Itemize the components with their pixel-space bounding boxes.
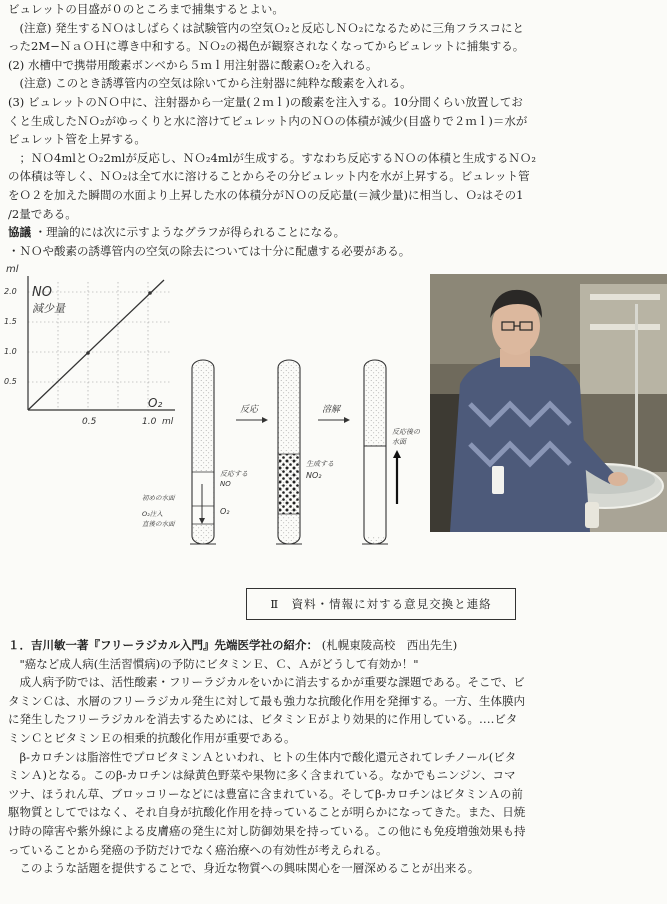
book-introduction-text (8, 636, 658, 878)
note-line: ・ＮＯや酸素の誘導管内の空気の除去については十分に配慮する必要がある。 (8, 243, 411, 258)
kyogi-label: 協議 (8, 225, 31, 240)
figure-area (0, 262, 667, 572)
data-point (148, 291, 152, 295)
item-title-line (8, 636, 658, 655)
t1-label-f: 直後の水面 (142, 520, 175, 528)
x-axis-label: O₂ (148, 396, 163, 410)
text-line: (3) ビュレットのＮＯ中に、注射器から一定量(２ｍｌ)の酸素を注入する。10分間くらい放置してお (8, 94, 523, 109)
section-heading (246, 588, 516, 620)
x-tick-label: 0.5 (82, 417, 97, 427)
item-title: １．吉川敏一著『フリーラジカル入門』先端医学社の紹介： (8, 638, 319, 652)
text-line: (注意) 発生するＮＯはしばらくは試験管内の空気Ｏ₂と反応しＮＯ₂になるために三角フラスコにと (8, 20, 524, 35)
burette-tube-after (362, 360, 401, 544)
text-line: β-カロチンは脂溶性でプロビタミンＡといわれ、ヒトの生体内で酸化還元されてレチノール(ビタ (8, 749, 517, 764)
y-tick-label: 0.5 (4, 377, 17, 386)
y-unit: ml (6, 264, 19, 275)
text-line: 成人病予防では、活性酸素・フリーラジカルをいかに消去するかが重要な課題である。そこで、ビ (8, 675, 525, 690)
t2-label-a: 生成する (306, 460, 334, 468)
t3-label-b: 水面 (392, 438, 406, 446)
text-line: をＯ２を加えた瞬間の水面より上昇した水の体積分がＮＯの反応量(＝減少量)に相当し、Ｏ₂はその1 (8, 187, 524, 202)
arrow-label-dissolve: 溶解 (322, 405, 341, 415)
t1-label-e: O₂注入 (142, 510, 163, 518)
t1-label-c: O₂ (220, 507, 230, 516)
t1-label-a: 反応する (220, 470, 248, 478)
text-line: っていることから発癌の予防だけでなく癌治療への有効性が考えられる。 (8, 842, 388, 857)
arrow-label-react: 反応 (240, 405, 259, 415)
item-speaker: (札幌東陵高校 西出先生) (321, 638, 458, 652)
data-point (86, 351, 90, 355)
section-heading-text: Ⅱ 資料・情報に対する意見交換と連絡 (270, 597, 492, 611)
hand (608, 472, 628, 486)
text-line: に発生したフリーラジカルを消去するためには、ビタミンＥがより効果的に作用している。‥‥ビタ (8, 712, 518, 727)
t1-label-d: 初めの水面 (142, 494, 175, 502)
burette-tube-reacted (276, 360, 302, 544)
burette-tube-before (190, 360, 216, 544)
text-line: (2) 水槽中で携帯用酸素ボンベから５ｍｌ用注射器に酸素Ｏ₂を入れる。 (8, 57, 378, 72)
y-tick-label: 1.5 (4, 317, 17, 326)
text-line: (注意) このとき誘導管内の空気は除いてから注射器に純粋な酸素を入れる。 (8, 76, 412, 91)
reagent-bottle (585, 502, 599, 528)
text-line: ビュレットの目盛が０のところまで捕集するとよい。 (8, 2, 284, 16)
kyogi-line (8, 223, 658, 242)
t1-label-b: NO (220, 480, 231, 488)
text-line: /2量である。 (8, 206, 77, 221)
series-label-decrease: 減少量 (32, 302, 65, 315)
text-line: 駆物質としてではなく、それ自身が抗酸化作用を持っていることが明らかになってきた。また、日焼 (8, 805, 526, 820)
text-line: "癌など成人病(生活習慣病)の予防にビタミンＥ、Ｃ、Ａがどうして有効か！" (8, 656, 419, 671)
text-line: くと生成したＮＯ₂がゆっくりと水に溶けてビュレット内のＮＯの体積が減少(目盛りで２ｍｌ)＝水が (8, 113, 528, 128)
text-line: の体積は等しく、ＮＯ₂は全て水に溶けることからその分ビュレット内を水が上昇する。ビュレット管 (8, 169, 530, 184)
text-line: このような話題を提供することで、身近な物質への興味関心を一層深めることが出来る。 (8, 861, 480, 876)
experiment-photo (430, 274, 667, 532)
text-line: け時の障害や紫外線による皮膚癌の発生に対し防御効果を持っている。この他にも免疫増強効果も持 (8, 823, 526, 838)
series-label-no: NO (32, 285, 52, 300)
text-line: ミンＣとビタミンＥの相乗的抗酸化作用が重要である。 (8, 730, 296, 745)
bottle (492, 466, 504, 494)
experiment-procedure-text (8, 0, 658, 260)
text-line: ミンＡ)となる。このβ-カロチンは緑黄色野菜や果物に多く含まれている。なかでもニンジン、コマ (8, 768, 516, 783)
no-decrease-graph (0, 262, 185, 437)
text-line: った2M−ＮａＯＨに導き中和する。ＮＯ₂の褐色が観察されなくなってからビュレットに捕集する。 (8, 39, 525, 54)
y-tick-label: 2.0 (4, 287, 17, 296)
x-tick-label: 1.0 (142, 417, 157, 427)
text-line: タミンＣは、水層のフリーラジカル発生に対して最も強力な抗酸化作用を発揮する。一方、生体膜内 (8, 693, 526, 708)
y-tick-label: 1.0 (4, 347, 17, 356)
x-unit: ml (162, 417, 174, 427)
t2-label-b: NO₂ (306, 471, 322, 480)
text-line: ビュレット管を上昇する。 (8, 132, 146, 147)
text-line: ツナ、ほうれん草、ブロッコリーなどには豊富に含まれている。そしてβ-カロチンはビタミンＡの前 (8, 786, 523, 801)
text-line: ；ＮＯ4mlとＯ₂2mlが反応し、ＮＯ₂4mlが生成する。すなわち反応するＮＯの体積と生成するＮＯ₂ (8, 150, 537, 165)
t3-label-a: 反応後の (392, 428, 420, 436)
kyogi-text: ・理論的には次に示すようなグラフが得られることになる。 (34, 225, 346, 240)
